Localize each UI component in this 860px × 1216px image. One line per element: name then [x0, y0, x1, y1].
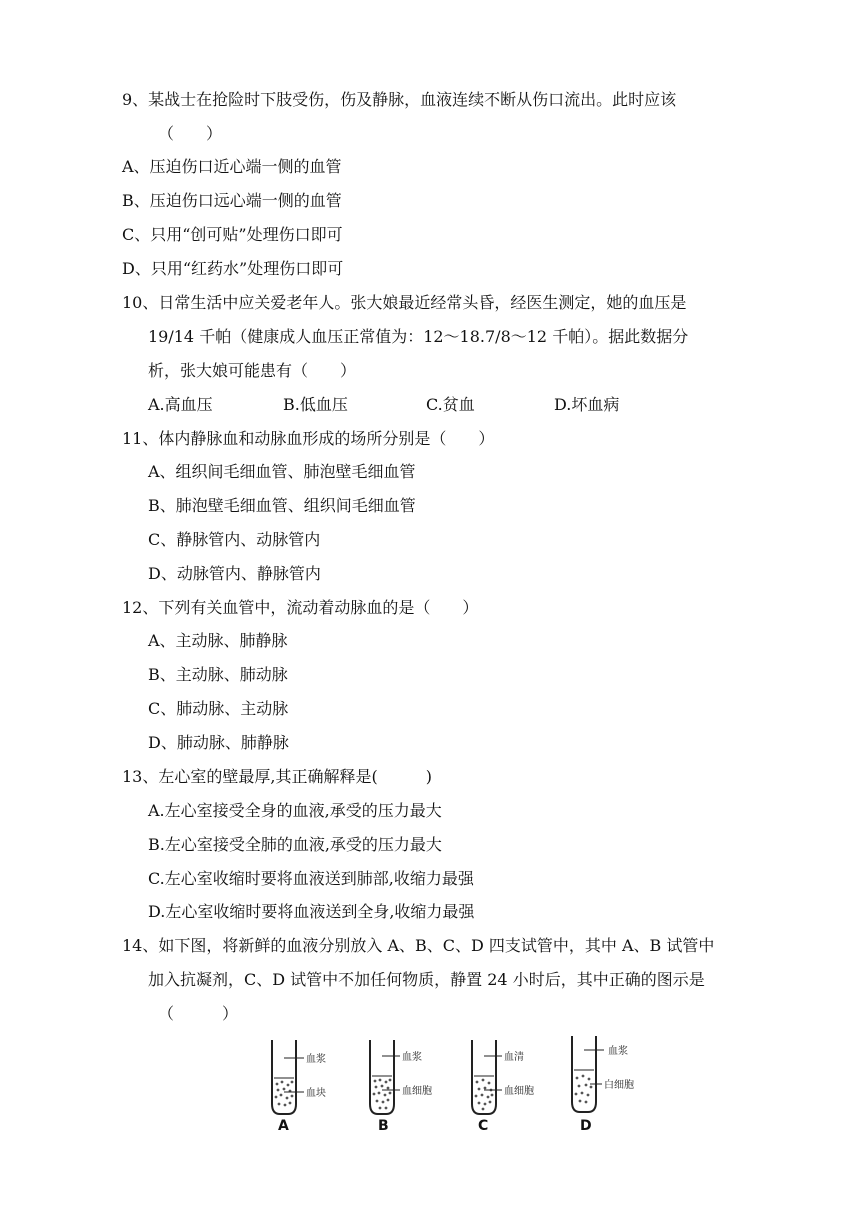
- q10-option-c: C.贫血: [426, 395, 475, 414]
- q14-stem-line-2: 加入抗凝剂，C、D 试管中不加任何物质，静置 24 小时后，其中正确的图示是: [148, 970, 705, 989]
- tube-d-top-label: 血浆: [608, 1046, 628, 1057]
- q9-answer-blank: （ ）: [158, 124, 223, 143]
- q13-option-a: A.左心室接受全身的血液,承受的压力最大: [148, 801, 442, 820]
- q11-stem: 11、体内静脉血和动脉血形成的场所分别是（ ）: [122, 429, 495, 448]
- q10-stem-line-2: 19/14 千帕（健康成人血压正常值为：12～18.7/8～12 千帕）。据此数据分: [148, 327, 689, 346]
- q10-option-b: B.低血压: [283, 395, 348, 414]
- q14-stem-line-1: 14、如下图，将新鲜的血液分别放入 A、B、C、D 四支试管中，其中 A、B 试管中: [122, 936, 715, 955]
- q10-option-a: A.高血压: [148, 395, 213, 414]
- q13-stem: 13、左心室的壁最厚,其正确解释是( ): [122, 767, 432, 786]
- q11-option-d: D、动脉管内、静脉管内: [148, 564, 321, 583]
- q10-stem-line-3: 析，张大娘可能患有（ ）: [148, 361, 357, 380]
- tube-b: [370, 1040, 432, 1130]
- tube-b-bottom-label: 血细胞: [402, 1086, 432, 1097]
- q9-option-d: D、只用“红药水”处理伤口即可: [122, 259, 344, 278]
- q9-option-a: A、压迫伤口近心端一侧的血管: [122, 157, 342, 176]
- q11-option-a: A、组织间毛细血管、肺泡壁毛细血管: [148, 462, 416, 481]
- q12-option-d: D、肺动脉、肺静脉: [148, 733, 289, 752]
- tube-a: [272, 1040, 326, 1130]
- q9-option-b: B、压迫伤口远心端一侧的血管: [122, 191, 342, 210]
- q13-option-b: B.左心室接受全肺的血液,承受的压力最大: [148, 835, 442, 854]
- tube-c: [472, 1040, 534, 1130]
- q13-option-c: C.左心室收缩时要将血液送到肺部,收缩力最强: [148, 869, 474, 888]
- q10-option-d: D.坏血病: [554, 395, 620, 414]
- tube-d-bottom-label: 白细胞: [604, 1080, 634, 1091]
- q11-option-b: B、肺泡壁毛细血管、组织间毛细血管: [148, 496, 416, 515]
- tube-a-bottom-label: 血块: [306, 1088, 326, 1099]
- tube-a-letter: A: [278, 1118, 289, 1130]
- tube-c-top-label: 血清: [504, 1052, 524, 1063]
- q9-stem: 9、某战士在抢险时下肢受伤，伤及静脉，血液连续不断从伤口流出。此时应该: [122, 90, 677, 109]
- q12-option-b: B、主动脉、肺动脉: [148, 665, 288, 684]
- q13-option-d: D.左心室收缩时要将血液送到全身,收缩力最强: [148, 902, 475, 921]
- tube-b-letter: B: [378, 1118, 389, 1130]
- tube-c-letter: C: [478, 1118, 489, 1130]
- q10-stem-line-1: 10、日常生活中应关爱老年人。张大娘最近经常头昏，经医生测定，她的血压是: [122, 293, 687, 312]
- q14-answer-blank: （ ）: [158, 1004, 239, 1023]
- tube-c-bottom-label: 血细胞: [504, 1086, 534, 1097]
- tube-a-top-label: 血浆: [306, 1054, 326, 1065]
- q12-option-c: C、肺动脉、主动脉: [148, 699, 289, 718]
- q9-option-c: C、只用“创可贴”处理伤口即可: [122, 225, 343, 244]
- tube-d: [572, 1036, 634, 1130]
- tube-d-letter: D: [580, 1118, 592, 1130]
- q11-option-c: C、静脉管内、动脉管内: [148, 530, 321, 549]
- q12-stem: 12、下列有关血管中，流动着动脉血的是（ ）: [122, 598, 479, 617]
- q12-option-a: A、主动脉、肺静脉: [148, 631, 288, 650]
- test-tube-figure: [266, 1034, 646, 1130]
- tube-b-top-label: 血浆: [402, 1052, 422, 1063]
